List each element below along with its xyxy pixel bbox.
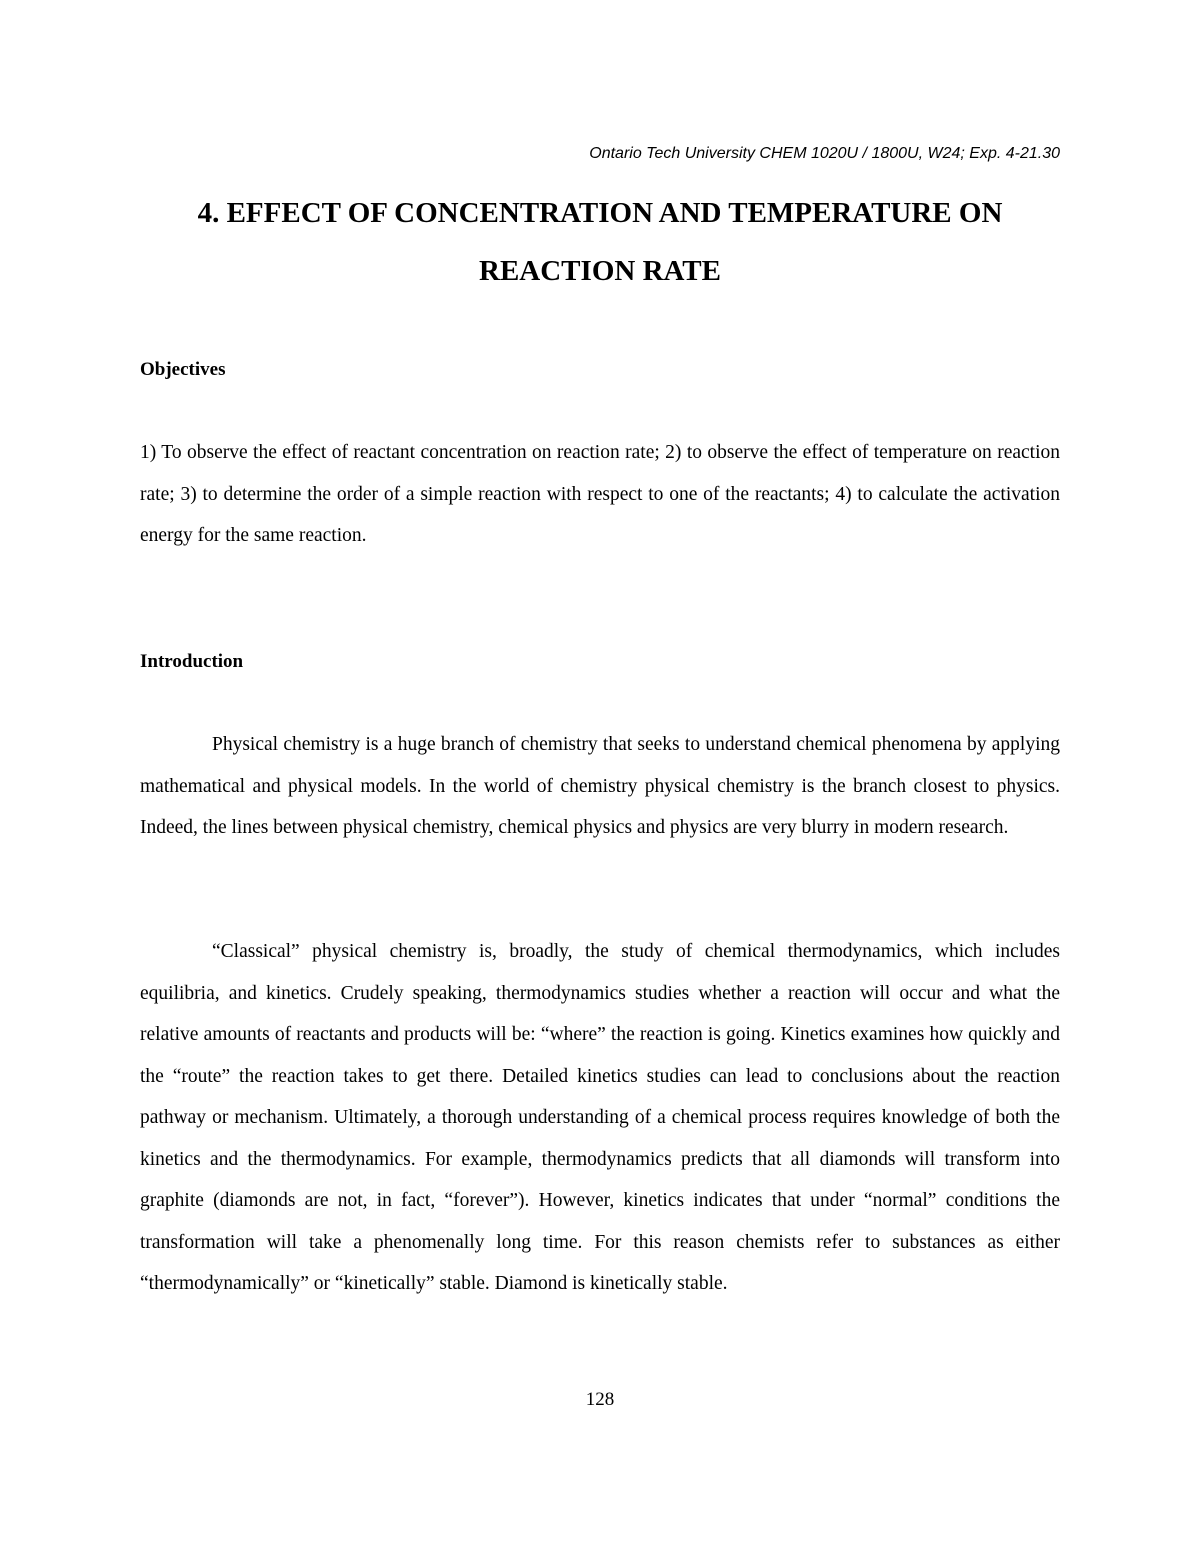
page-number: 128 bbox=[585, 1389, 615, 1410]
introduction-paragraph-2: “Classical” physical chemistry is, broadly, the study of chemical thermodynamics, which includes equilibria, and kinetics. Crudely speaking, thermodynamics studies whether a reaction will occur and what the relative amounts of reactants and products will be: “where” the reaction is going. Kinetics examines how quickly and the “route” the reaction takes to get there. Detailed kinetics studies can lead to conclusions about the reaction pathway or mechanism. Ultimately, a thorough understanding of a chemical process requires knowledge of both the kinetics and the thermodynamics. For example, thermodynamics predicts that all diamonds will transform into graphite (diamonds are not, in fact, “forever”). However, kinetics indicates that under “normal” conditions the transformation will take a phenomenally long time. For this reason chemists refer to substances as either “thermodynamically” or “kinetically” stable. Diamond is kinetically stable. bbox=[140, 941, 1060, 1294]
page-title bbox=[140, 184, 1060, 300]
introduction-heading: Introduction bbox=[140, 651, 244, 672]
running-header: Ontario Tech University CHEM 1020U / 1800U, W24; Exp. 4-21.30 bbox=[589, 145, 1060, 162]
page-title-line-1: 4. EFFECT OF CONCENTRATION AND TEMPERATURE ON bbox=[197, 197, 1003, 229]
objectives-heading: Objectives bbox=[140, 359, 226, 380]
introduction-paragraph-1: Physical chemistry is a huge branch of chemistry that seeks to understand chemical phenomena by applying mathematical and physical models. In the world of chemistry physical chemistry is the branch closest to physics. Indeed, the lines between physical chemistry, chemical physics and physics are very blurry in modern research. bbox=[140, 734, 1060, 838]
objectives-paragraph: 1) To observe the effect of reactant concentration on reaction rate; 2) to observe the effect of temperature on reaction rate; 3) to determine the order of a simple reaction with respect to one of the reactants; 4) to calculate the activation energy for the same reaction. bbox=[140, 442, 1060, 546]
page-title-line-2: REACTION RATE bbox=[479, 255, 721, 287]
